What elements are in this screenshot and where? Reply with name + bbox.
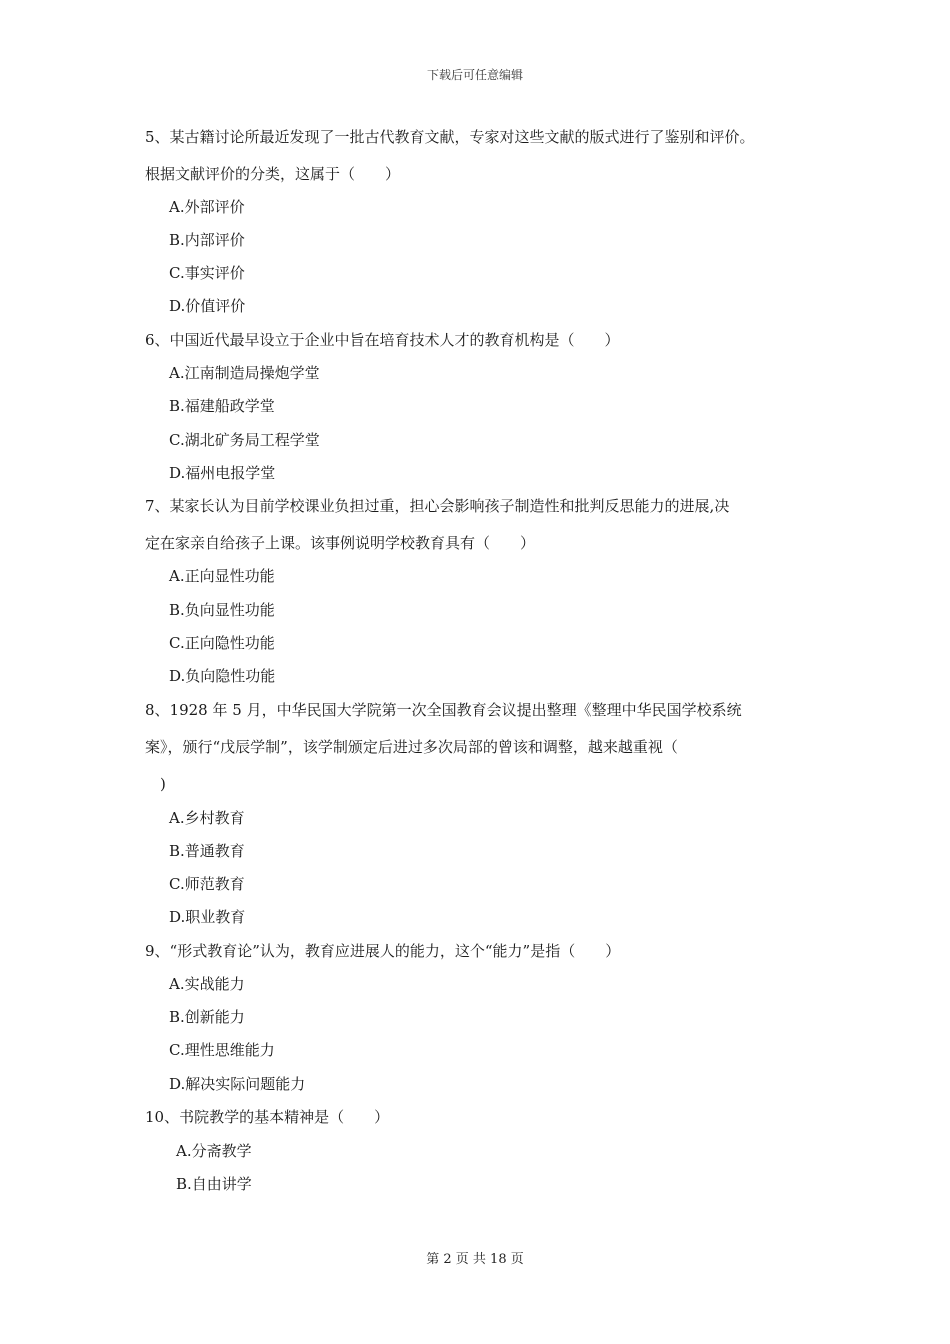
question-5-option-c: C.事实评价	[169, 264, 245, 282]
question-7-option-c: C.正向隐性功能	[169, 634, 275, 652]
question-9-line-1: 9、“形式教育论”认为，教育应进展人的能力，这个“能力”是指（ ）	[145, 942, 621, 960]
question-8-option-b: B.普通教育	[169, 842, 245, 860]
question-5-option-a: A.外部评价	[169, 198, 245, 216]
question-8-option-c: C.师范教育	[169, 875, 245, 893]
question-5-line-2: 根据文献评价的分类，这属于（ ）	[145, 165, 401, 183]
question-7-option-b: B.负向显性功能	[169, 601, 275, 619]
question-10-option-a: A.分斋教学	[176, 1142, 252, 1160]
question-8-option-d: D.职业教育	[169, 908, 246, 926]
question-7-option-a: A.正向显性功能	[169, 567, 275, 585]
question-9-option-c: C.理性思维能力	[169, 1041, 275, 1059]
question-8-option-a: A.乡村教育	[169, 809, 245, 827]
question-6-line-1: 6、中国近代最早设立于企业中旨在培育技术人才的教育机构是（ ）	[145, 331, 620, 349]
question-10-option-b: B.自由讲学	[176, 1175, 252, 1193]
question-6-option-d: D.福州电报学堂	[169, 464, 276, 482]
question-8-line-1: 8、1928 年 5 月，中华民国大学院第一次全国教育会议提出整理《整理中华民国学校系统	[145, 701, 742, 719]
question-8-line-3: )	[145, 775, 166, 793]
question-6-option-a: A.江南制造局操炮学堂	[169, 364, 320, 382]
page-header: 下载后可任意编辑	[426, 68, 523, 82]
question-10-line-1: 10、书院教学的基本精神是（ ）	[145, 1108, 390, 1126]
question-9-option-a: A.实战能力	[169, 975, 245, 993]
page-footer: 第 2 页 共 18 页	[426, 1252, 524, 1267]
question-5-option-b: B.内部评价	[169, 231, 245, 249]
question-5-option-d: D.价值评价	[169, 297, 246, 315]
question-6-option-b: B.福建船政学堂	[169, 397, 275, 415]
question-6-option-c: C.湖北矿务局工程学堂	[169, 431, 320, 449]
question-7-option-d: D.负向隐性功能	[169, 667, 276, 685]
question-9-option-d: D.解决实际问题能力	[169, 1075, 306, 1093]
question-9-option-b: B.创新能力	[169, 1008, 245, 1026]
question-7-line-2: 定在家亲自给孩子上课。该事例说明学校教育具有（ ）	[145, 534, 536, 552]
question-7-line-1: 7、某家长认为目前学校课业负担过重，担心会影响孩子制造性和批判反思能力的进展,决	[145, 497, 730, 515]
question-5-line-1: 5、某古籍讨论所最近发现了一批古代教育文献，专家对这些文献的版式进行了鉴别和评价。	[145, 128, 755, 146]
question-8-line-2: 案》，颁行“戊辰学制”，该学制颁定后进过多次局部的曾该和调整，越来越重视（	[145, 738, 678, 756]
